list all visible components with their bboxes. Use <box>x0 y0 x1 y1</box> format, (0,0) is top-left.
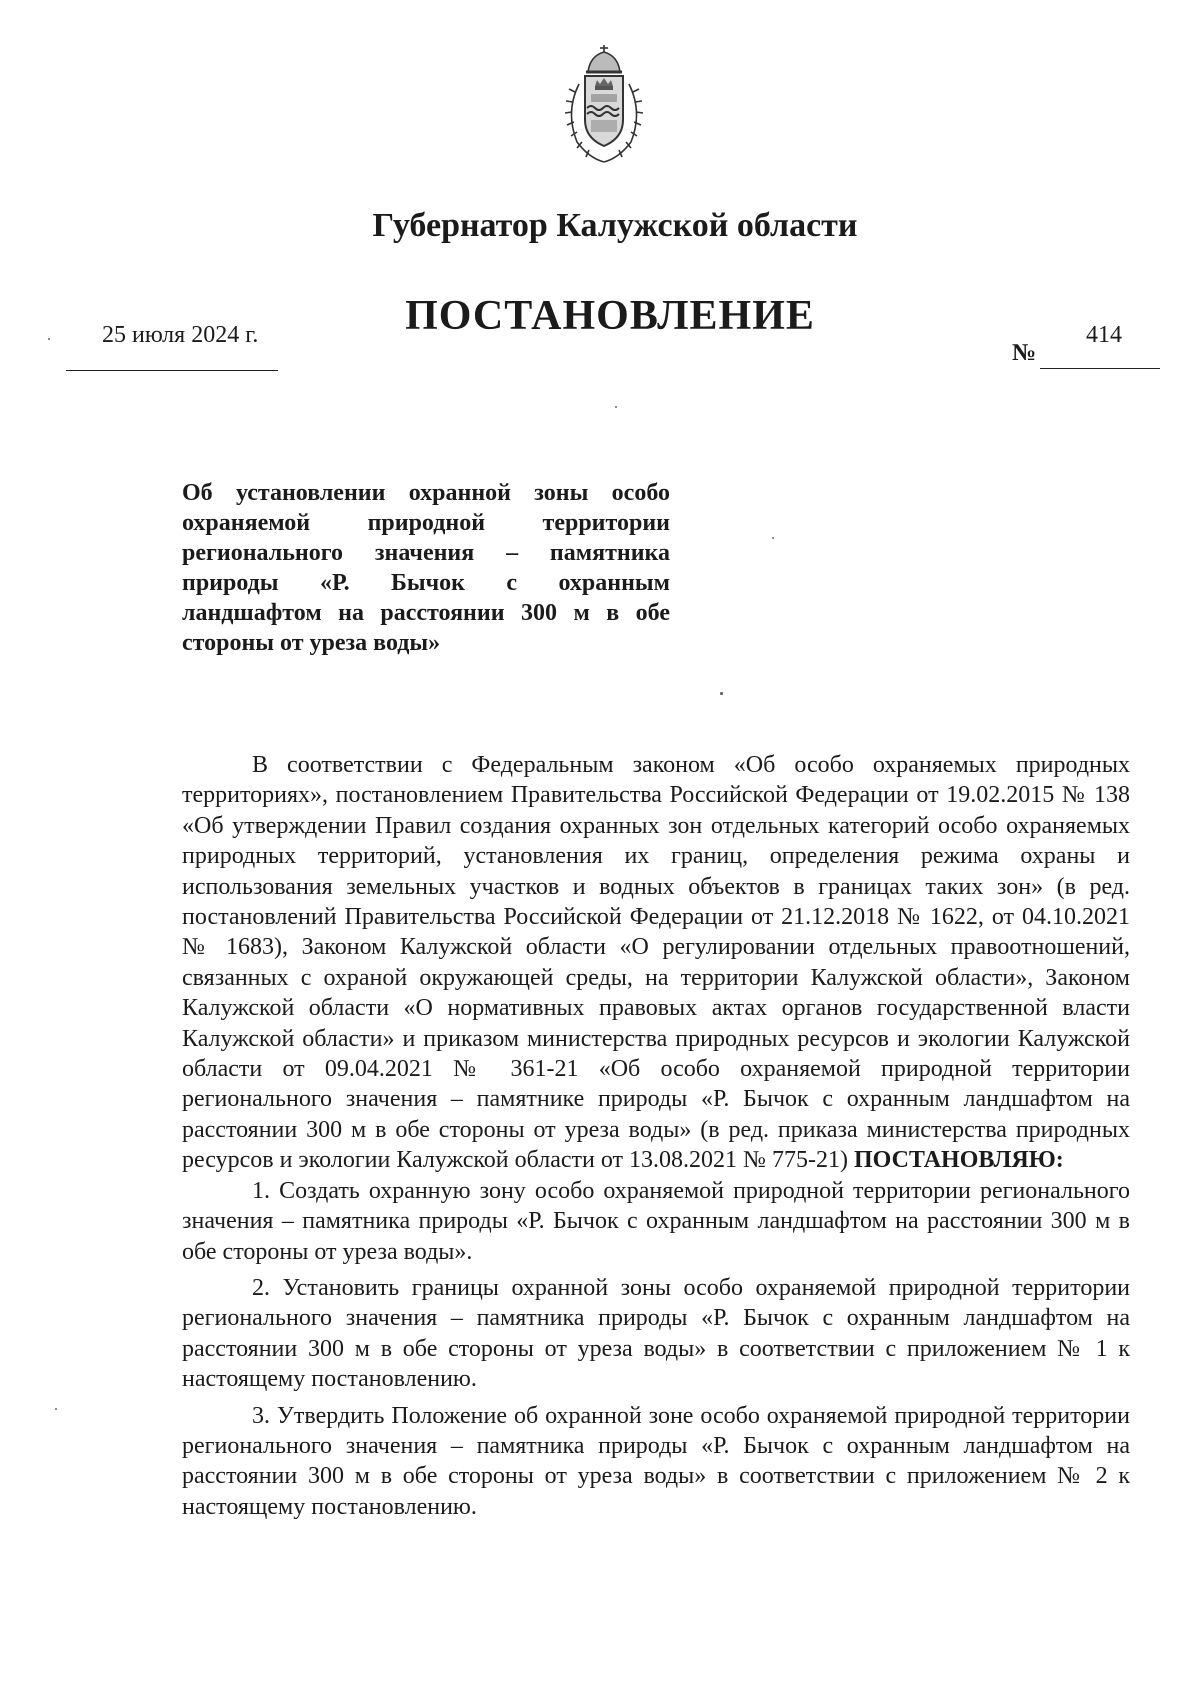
kaluga-coat-of-arms-icon <box>555 42 653 167</box>
organization-title: Губернатор Калужской области <box>372 207 858 244</box>
date-underline <box>66 370 278 371</box>
number-underline <box>1040 368 1160 369</box>
document-subject: Об установлении охранной зоны особо охраняемой природной территории регионального значения – памятника природы «Р. Бычок с охранным ландшафтом на расстоянии 300 м в обе стороны от уреза воды» <box>182 480 670 656</box>
preamble-text: В соответствии с Федеральным законом «Об особо охраняемых природных территориях», постановлением Правительства Российской Федерации от 19.02.2015 № 138 «Об утверждении Правил создания охранных зон отдельных категорий особо охраняемых природных территорий, установления их границ, определения режима охраны и использования земельных участков и водных объектов в границах таких зон» (в ред. постановлений Правительства Российской Федерации от 21.12.2018 № 1622, от 04.10.2021 № 1683), Законом Калужской области «О регулировании отдельных правоотношений, связанных с охраной окружающей среды, на территории Калужской области», Законом Калужской области «О нормативных правовых актах органов государственной власти Калужской области» и приказом министерства природных ресурсов и экологии Калужской области от 09.04.2021 № 361-21 «Об особо охраняемой природной территории регионального значения – памятнике природы «Р. Бычок с охранным ландшафтом на расстоянии 300 м в обе стороны от уреза воды» (в ред. приказа министерства природных ресурсов и экологии Калужской области от 13.08.2021 № 775-21) <box>182 752 1130 1174</box>
scan-speck <box>615 406 617 408</box>
preamble-paragraph <box>182 750 1130 1176</box>
document-body <box>182 750 1130 1528</box>
scan-speck <box>48 338 50 340</box>
decree-item-1: 1. Создать охранную зону особо охраняемой природной территории регионального значения – памятника природы «Р. Бычок с охранным ландшафтом на расстоянии 300 м в обе стороны от уреза воды». <box>182 1177 1130 1265</box>
decree-word: ПОСТАНОВЛЯЮ: <box>853 1147 1064 1174</box>
decree-item-3: 3. Утвердить Положение об охранной зоне особо охраняемой природной территории регионального значения – памятника природы «Р. Бычок с охранным ландшафтом на расстоянии 300 м в обе стороны от уреза воды» в соответствии с приложением № 2 к настоящему постановлению. <box>182 1402 1130 1520</box>
document-number: 414 <box>1086 322 1122 348</box>
document-date: 25 июля 2024 г. <box>102 322 259 348</box>
decree-item-2: 2. Установить границы охранной зоны особо охраняемой природной территории регионального значения – памятника природы «Р. Бычок с охранным ландшафтом на расстоянии 300 м в обе стороны от уреза воды» в соответствии с приложением № 1 к настоящему постановлению. <box>182 1274 1130 1393</box>
scan-speck <box>55 1408 57 1410</box>
scan-speck <box>772 537 774 539</box>
number-sign: № <box>1012 340 1037 366</box>
scan-speck <box>720 692 723 695</box>
document-type: ПОСТАНОВЛЕНИЕ <box>405 293 815 339</box>
